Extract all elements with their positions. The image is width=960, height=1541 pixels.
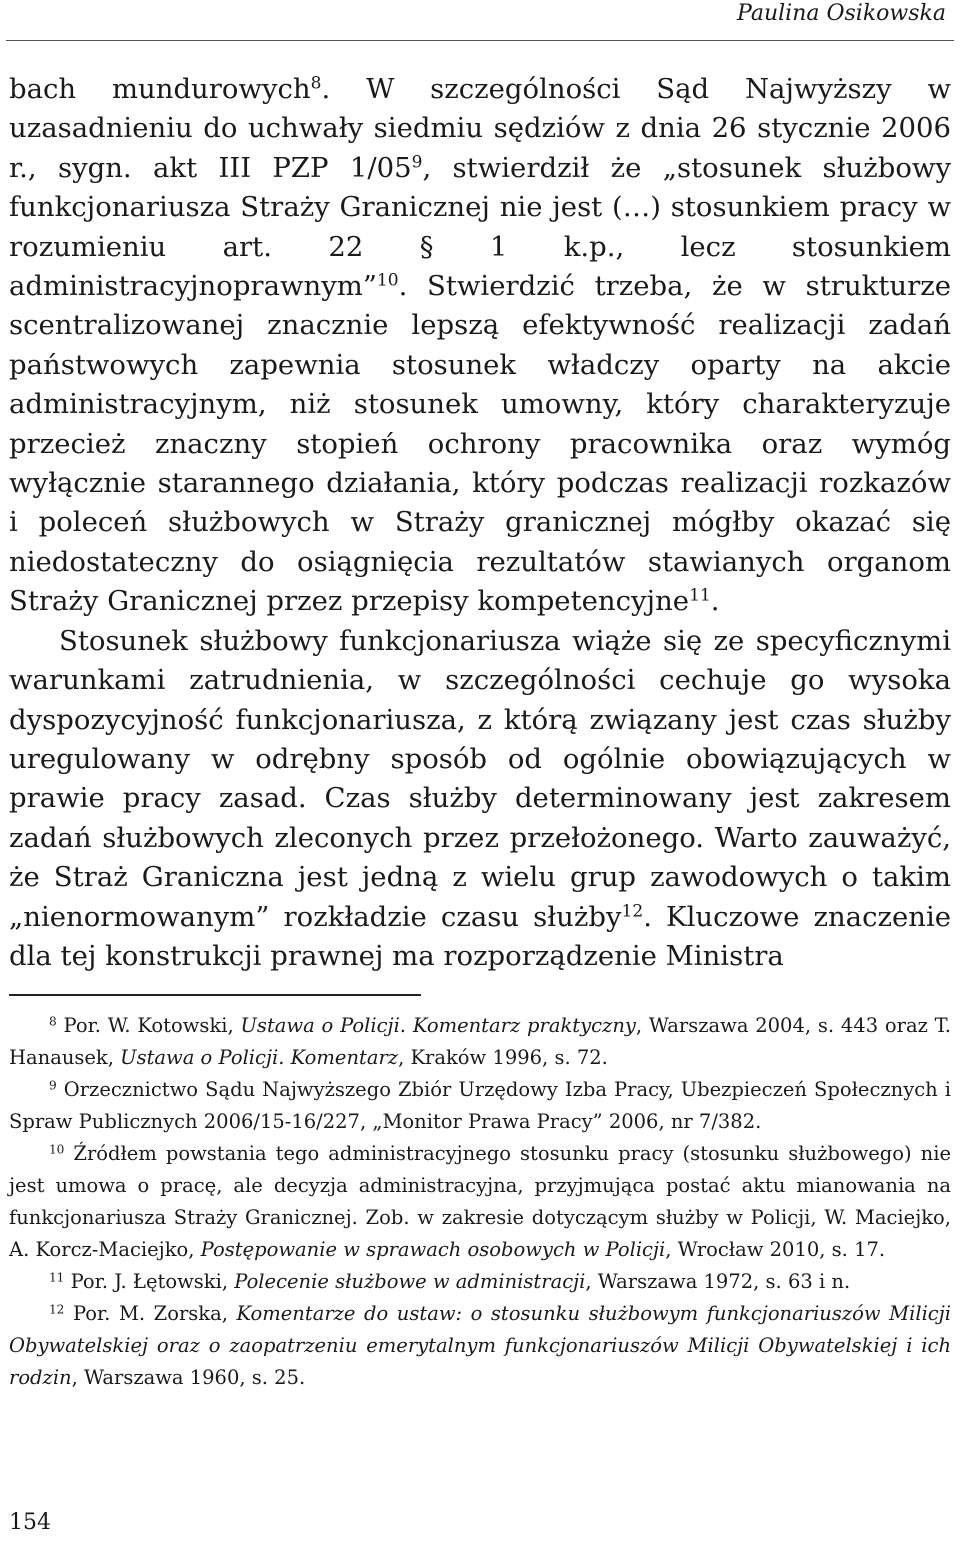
footnote-text: , Kraków 1996, s. 72.	[398, 1046, 608, 1069]
footnote-number: 10	[49, 1142, 65, 1157]
footnote-title: Komentarze do ustaw: o stosunku służbowym funkcjonariuszów Milicji Obywatelskiej oraz o zaopatrzeniu emerytalnym funkcjonariuszów Milicji Obywatelskiej i ich rodzin	[9, 1302, 952, 1389]
footnote-8	[9, 1010, 951, 1074]
footnote-ref-9[interactable]: 9	[411, 152, 423, 173]
footnote-text: , Warszawa 1960, s. 25.	[71, 1366, 306, 1389]
text-span: Stosunek służbowy funkcjonariusza wiąże się ze specyficznymi warunkami zatrudnienia, w szczególności cechuje go wysoka dyspozycyjność funkcjonariusza, z którą związany jest czas służby uregulowany w odrębny sposób od ogólnie obowiązujących w prawie pracy zasad. Czas służby determinowany jest zakresem zadań służbowych zleconych przez przełożonego. Warto zauważyć, że Straż Graniczna jest jedną z wielu grup zawodowych o takim „nienormowanym” rozkładzie czasu służby	[9, 624, 951, 933]
text-span: , stwierdził że „stosunek służbowy funkcjonariusza Straży Granicznej nie jest (…) stosunkiem pracy w rozumieniu art. 22 § 1 k.p., lecz stosunkiem administracyjnoprawnym”	[9, 151, 951, 303]
footnote-title: Ustawa o Policji. Komentarz	[120, 1046, 399, 1069]
footnote-ref-11[interactable]: 11	[689, 585, 711, 606]
footnote-text: Por. J. Łętowski,	[70, 1270, 235, 1293]
footnote-title: Polecenie służbowe w administracji	[234, 1270, 586, 1293]
footnote-text: Orzecznictwo Sądu Najwyższego Zbiór Urzędowy Izba Pracy, Ubezpieczeń Społecznych i Spraw Publicznych 2006/15-16/227, „Monitor Prawa Pracy” 2006, nr 7/382.	[9, 1078, 951, 1133]
text-span: . Kluczowe znaczenie dla tej konstrukcji prawnej ma rozporządzenie Ministra	[9, 900, 952, 972]
paragraph-2	[9, 622, 951, 977]
footnote-text: Źródłem powstania tego administracyjnego stosunku pracy (stosunku służbowego) nie jest umowa o pracę, ale decyzja administracyjna, przyjmująca postać aktu mianowania na funkcjonariusza Straży Granicznej. Zob. w zakresie dotyczącym służby w Policji, W. Maciejko, A. Korcz-Maciejko,	[9, 1142, 951, 1261]
header-author: Paulina Osikowska	[737, 1, 946, 26]
footnote-10	[9, 1138, 951, 1266]
footnote-text: , Warszawa 2004, s. 443 oraz T. Hanausek,	[9, 1014, 952, 1069]
text-span: . Stwierdzić trzeba, że w strukturze scentralizowanej znacznie lepszą efektywność realizacji zadań państwowych zapewnia stosunek władczy oparty na akcie administracyjnym, niż stosunek umowny, który charakteryzuje przecież znaczny stopień ochrony pracownika oraz wymóg wyłącznie starannego działania, który podczas realizacji rozkazów i poleceń służbowych w Straży granicznej mógłby okazać się niedostateczny do osiągnięcia rezultatów stawianych organom Straży Granicznej przez przepisy kompetencyjne	[9, 270, 951, 618]
footnotes	[9, 1010, 951, 1394]
footnote-text: , Wrocław 2010, s. 17.	[665, 1238, 886, 1261]
footnote-ref-8[interactable]: 8	[310, 73, 322, 94]
footnote-12	[9, 1298, 951, 1394]
footnote-number: 9	[49, 1078, 57, 1093]
footnote-number: 11	[49, 1270, 65, 1285]
footnote-11	[9, 1266, 951, 1298]
running-header	[6, 0, 954, 41]
footnote-text: , Warszawa 1972, s. 63 i n.	[585, 1270, 851, 1293]
footnote-ref-10[interactable]: 10	[376, 270, 399, 291]
footnote-text: Por. W. Kotowski,	[63, 1014, 241, 1037]
footnote-title: Ustawa o Policji. Komentarz praktyczny	[240, 1014, 636, 1037]
paragraph-1	[9, 70, 951, 622]
footnote-number: 8	[49, 1014, 57, 1029]
footnote-title: Postępowanie w sprawach osobowych w Policji	[200, 1238, 666, 1261]
page-number: 154	[9, 1510, 51, 1535]
text-span: .	[710, 585, 720, 618]
footnote-number: 12	[49, 1302, 65, 1317]
footnote-9	[9, 1074, 951, 1138]
footnote-ref-12[interactable]: 12	[621, 901, 644, 922]
footnote-separator	[9, 994, 421, 996]
text-span: . W szczególności Sąd Najwyższy w uzasadnieniu do uchwały siedmiu sędziów z dnia 26 stycznie 2006 r., sygn. akt III PZP 1/05	[9, 73, 952, 184]
main-text	[9, 70, 951, 976]
text-span: bach mundurowych	[9, 73, 311, 105]
footnote-text: Por. M. Zorska,	[72, 1302, 237, 1325]
